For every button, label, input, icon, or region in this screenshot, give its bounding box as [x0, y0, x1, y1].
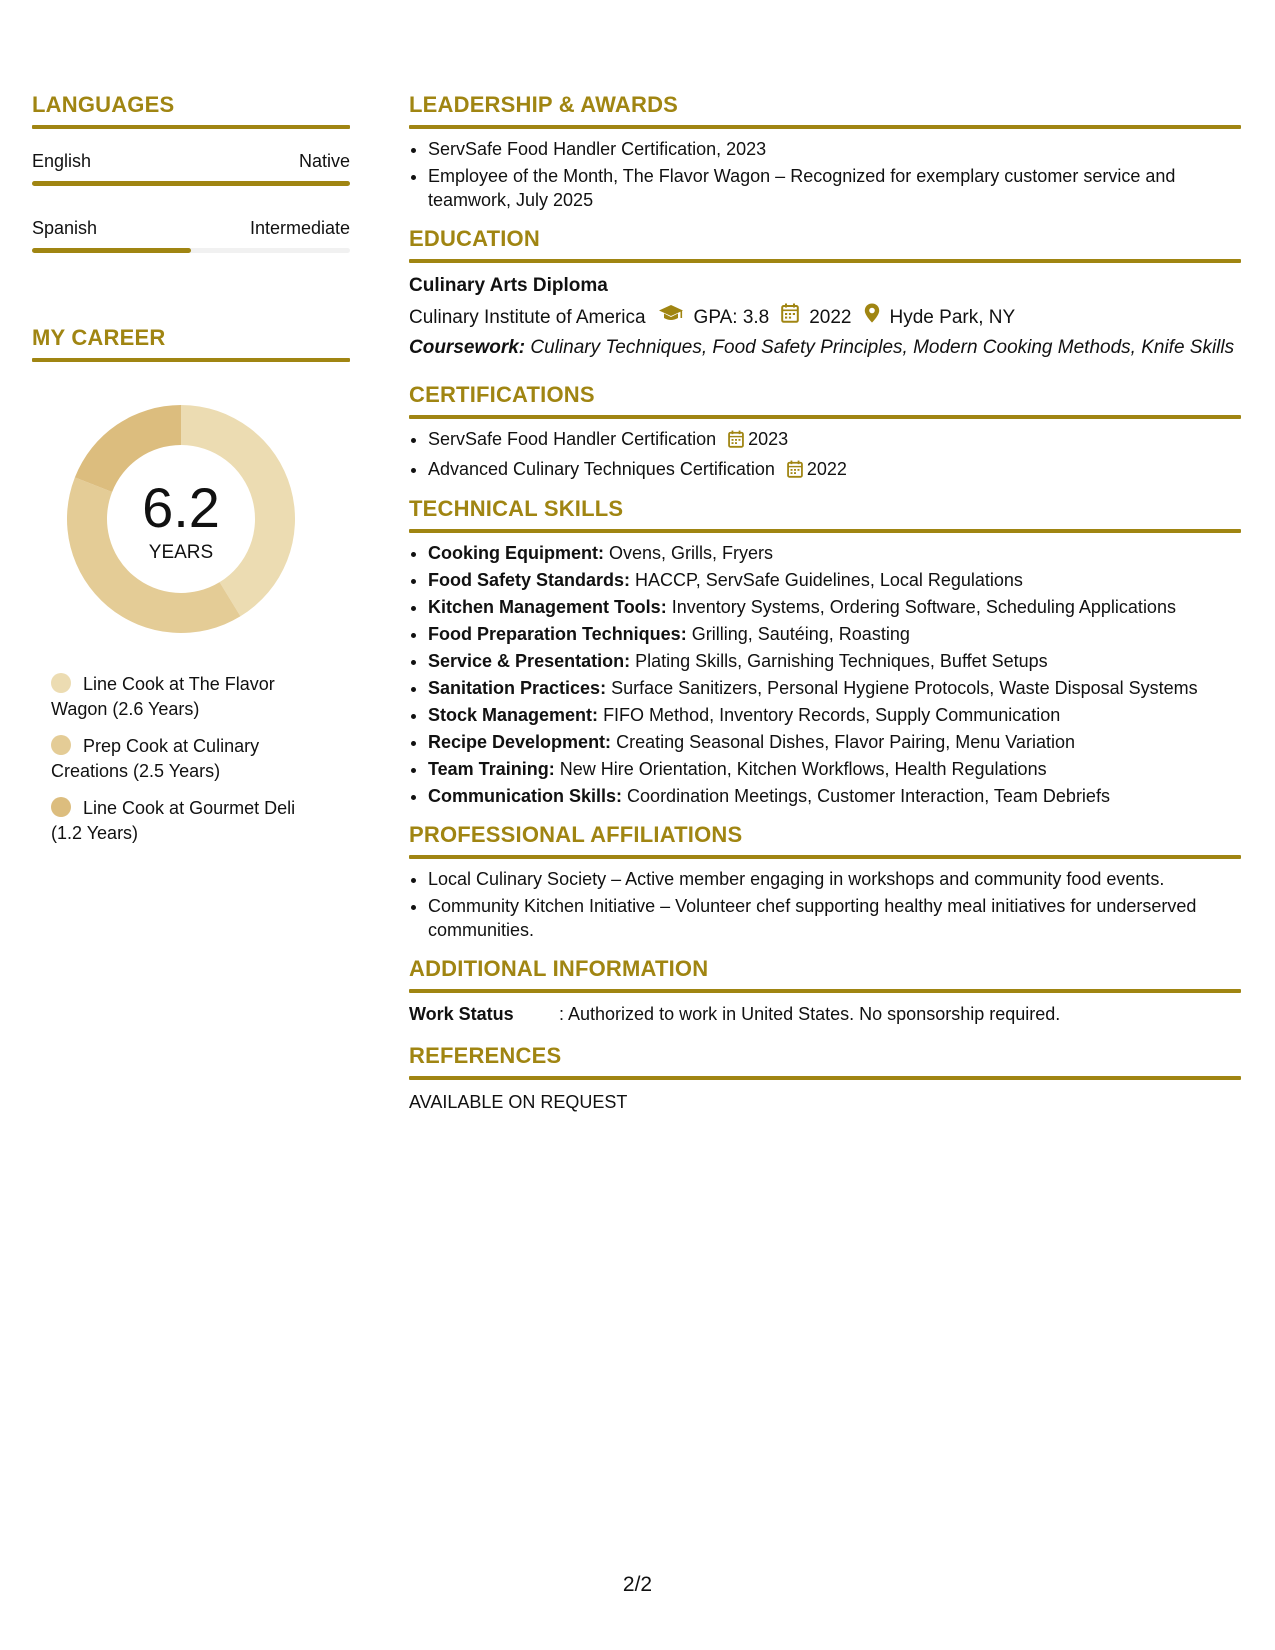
- skill-item: [428, 595, 1241, 619]
- legend-label: Line Cook at Gourmet Deli (1.2 Years): [51, 798, 296, 843]
- skill-value: New Hire Orientation, Kitchen Workflows, Health Regulations: [559, 759, 1047, 779]
- page-number: 2/2: [622, 1573, 653, 1596]
- certifications-section: [409, 382, 1241, 484]
- skill-label: Recipe Development:: [428, 732, 612, 752]
- affiliation-item: • Local Culinary Society – Active member engaging in workshops and community food events.: [428, 867, 1241, 891]
- language-level: Native: [298, 151, 350, 171]
- skill-label: Service & Presentation:: [428, 651, 631, 671]
- career-rule: [32, 358, 350, 362]
- skill-item: [428, 784, 1241, 808]
- skill-value: Plating Skills, Garnishing Techniques, Buffet Setups: [635, 651, 1048, 671]
- certifications-rule: [409, 415, 1241, 419]
- legend-item: [51, 796, 331, 846]
- references-text: AVAILABLE ON REQUEST: [409, 1092, 628, 1112]
- skill-value: FIFO Method, Inventory Records, Supply Communication: [603, 705, 1061, 725]
- language-item: [32, 217, 350, 253]
- coursework: [409, 336, 1241, 360]
- legend-label: Prep Cook at Culinary Creations (2.5 Years): [51, 736, 260, 781]
- languages-rule: [32, 125, 350, 129]
- affiliation-item: • Community Kitchen Initiative – Volunteer chef supporting healthy meal initiatives for underserved communities.: [428, 894, 1241, 942]
- skill-item: [428, 541, 1241, 565]
- work-status-value: : Authorized to work in United States. No sponsorship required.: [559, 1004, 1061, 1024]
- career-donut-chart: [66, 404, 296, 634]
- skill-item: [428, 703, 1241, 727]
- work-status-row: [409, 1002, 1241, 1026]
- calendar-icon: [787, 460, 803, 484]
- coursework-list: Culinary Techniques, Food Safety Principles, Modern Cooking Methods, Knife Skills: [530, 337, 1235, 358]
- school-location: Hyde Park, NY: [889, 306, 1016, 328]
- language-bar: [32, 181, 350, 186]
- skill-label: Team Training:: [428, 759, 555, 779]
- education-section: [409, 226, 1241, 360]
- education-rule: [409, 259, 1241, 263]
- affiliations-title: PROFESSIONAL AFFILIATIONS: [409, 822, 743, 847]
- skill-label: Food Preparation Techniques:: [428, 624, 687, 644]
- additional-title: ADDITIONAL INFORMATION: [409, 956, 709, 981]
- affiliations-section: [409, 822, 1241, 942]
- education-title: EDUCATION: [409, 226, 540, 251]
- skill-label: Stock Management:: [428, 705, 599, 725]
- degree-name: Culinary Arts Diploma: [409, 275, 608, 296]
- location-pin-icon: [864, 303, 880, 332]
- legend-dot: [51, 673, 71, 693]
- awards-list: [409, 137, 1241, 212]
- award-item: • ServSafe Food Handler Certification, 2023: [428, 137, 1241, 161]
- skills-title: TECHNICAL SKILLS: [409, 496, 624, 521]
- skill-value: HACCP, ServSafe Guidelines, Local Regulations: [635, 570, 1023, 590]
- certification-name: ServSafe Food Handler Certification: [428, 429, 717, 449]
- references-title: REFERENCES: [409, 1043, 562, 1068]
- additional-rule: [409, 989, 1241, 993]
- education-details: [409, 303, 1241, 332]
- skill-value: Creating Seasonal Dishes, Flavor Pairing, Menu Variation: [616, 732, 1075, 752]
- career-total-value: 6.2: [142, 476, 220, 539]
- skill-value: Surface Sanitizers, Personal Hygiene Protocols, Waste Disposal Systems: [611, 678, 1198, 698]
- certification-item: [428, 457, 1241, 484]
- language-item: [32, 150, 350, 186]
- legend-dot: [51, 735, 71, 755]
- left-column: [32, 92, 350, 858]
- language-bar-fill: [32, 181, 350, 186]
- certification-item: [428, 427, 1241, 454]
- awards-rule: [409, 125, 1241, 129]
- skill-label: Communication Skills:: [428, 786, 623, 806]
- awards-section: [409, 92, 1241, 212]
- affiliations-rule: [409, 855, 1241, 859]
- language-name: English: [32, 151, 92, 171]
- skill-item: [428, 676, 1241, 700]
- references-section: [409, 1043, 1241, 1114]
- legend-item: [51, 672, 331, 722]
- languages-section: [32, 92, 350, 253]
- language-level: Intermediate: [249, 218, 350, 238]
- certification-name: Advanced Culinary Techniques Certification: [428, 459, 775, 479]
- skill-value: Inventory Systems, Ordering Software, Scheduling Applications: [671, 597, 1176, 617]
- skill-item: [428, 730, 1241, 754]
- certification-year: 2022: [806, 459, 847, 479]
- skills-list: [409, 541, 1241, 808]
- work-status-label: Work Status: [409, 1004, 514, 1024]
- graduation-year: 2022: [809, 306, 852, 328]
- calendar-icon: [728, 430, 744, 454]
- career-legend: [51, 672, 331, 846]
- right-column: [409, 92, 1241, 1114]
- certifications-list: [409, 427, 1241, 484]
- language-bar: [32, 248, 350, 253]
- skill-value: Grilling, Sautéing, Roasting: [691, 624, 910, 644]
- award-item: • Employee of the Month, The Flavor Wagon – Recognized for exemplary customer service and teamwork, July 2025: [428, 164, 1241, 212]
- languages-title: LANGUAGES: [32, 92, 175, 117]
- career-title: MY CAREER: [32, 325, 166, 350]
- legend-item: [51, 734, 331, 784]
- career-section: [32, 325, 350, 846]
- legend-dot: [51, 797, 71, 817]
- skills-section: [409, 496, 1241, 808]
- legend-label: Line Cook at The Flavor Wagon (2.6 Years): [51, 674, 275, 719]
- skill-value: Coordination Meetings, Customer Interaction, Team Debriefs: [627, 786, 1110, 806]
- language-name: Spanish: [32, 218, 98, 238]
- certification-year: 2023: [748, 429, 789, 449]
- skill-item: [428, 568, 1241, 592]
- additional-section: [409, 956, 1241, 1026]
- skill-item: [428, 622, 1241, 646]
- school-name: Culinary Institute of America: [409, 306, 646, 328]
- calendar-icon: [781, 303, 799, 332]
- skill-item: [428, 649, 1241, 673]
- gpa: GPA: 3.8: [693, 306, 770, 328]
- skills-rule: [409, 529, 1241, 533]
- skill-label: Kitchen Management Tools:: [428, 597, 667, 617]
- skill-value: Ovens, Grills, Fryers: [609, 543, 774, 563]
- coursework-label: Coursework:: [409, 337, 526, 358]
- language-bar-fill: [32, 248, 191, 253]
- skill-label: Sanitation Practices:: [428, 678, 607, 698]
- references-rule: [409, 1076, 1241, 1080]
- awards-title: LEADERSHIP & AWARDS: [409, 92, 679, 117]
- skill-label: Food Safety Standards:: [428, 570, 631, 590]
- certifications-title: CERTIFICATIONS: [409, 382, 595, 407]
- skill-label: Cooking Equipment:: [428, 543, 604, 563]
- graduation-cap-icon: [658, 303, 684, 332]
- affiliations-list: [409, 867, 1241, 942]
- skill-item: [428, 757, 1241, 781]
- career-total-unit: YEARS: [148, 542, 214, 563]
